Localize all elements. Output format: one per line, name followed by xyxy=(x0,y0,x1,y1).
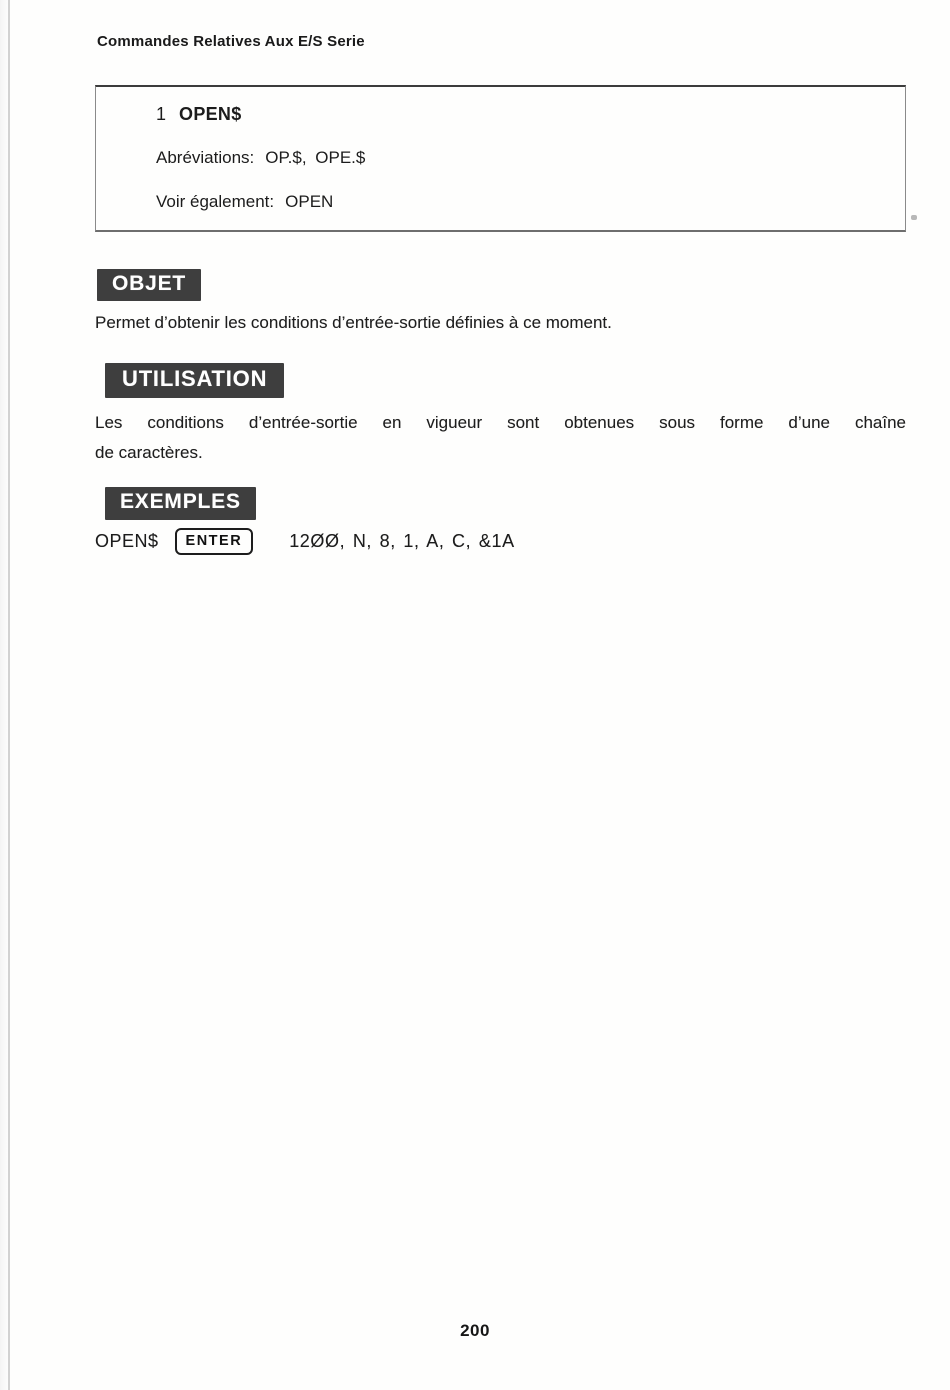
example-output: 12ØØ, N, 8, 1, A, C, &1A xyxy=(289,531,515,551)
see-also-value: OPEN xyxy=(285,192,334,211)
command-summary-box xyxy=(95,85,906,232)
command-name: OPEN$ xyxy=(179,104,242,124)
scan-edge-shade xyxy=(0,0,8,1390)
abbreviations-line xyxy=(156,148,365,168)
objet-body: Permet d’obtenir les conditions d’entrée-sortie définies à ce moment. xyxy=(95,313,612,332)
scan-speck-artifact xyxy=(911,215,917,220)
abbreviations-value: OP.$, OPE.$ xyxy=(265,148,366,167)
utilisation-body xyxy=(95,408,906,468)
page-number: 200 xyxy=(460,1321,490,1340)
see-also-label: Voir également: xyxy=(156,192,275,211)
running-header: Commandes Relatives Aux E/S Serie xyxy=(97,33,365,50)
see-also-line xyxy=(156,192,333,212)
scan-edge-line xyxy=(8,0,10,1390)
section-heading-exemples: EXEMPLES xyxy=(105,487,256,520)
command-title xyxy=(156,104,242,125)
enter-key: ENTER xyxy=(175,528,254,555)
section-heading-objet: OBJET xyxy=(97,269,201,301)
utilisation-body-line2: de caractères. xyxy=(95,443,203,462)
example-row xyxy=(95,528,515,555)
utilisation-body-line1: Les conditions d’entrée-sortie en vigueur sont obtenues sous forme d’une chaîne xyxy=(95,413,906,432)
section-heading-utilisation: UTILISATION xyxy=(105,363,284,398)
abbreviations-label: Abréviations: xyxy=(156,148,255,167)
example-command: OPEN$ xyxy=(95,531,159,551)
command-number: 1 xyxy=(156,104,167,124)
